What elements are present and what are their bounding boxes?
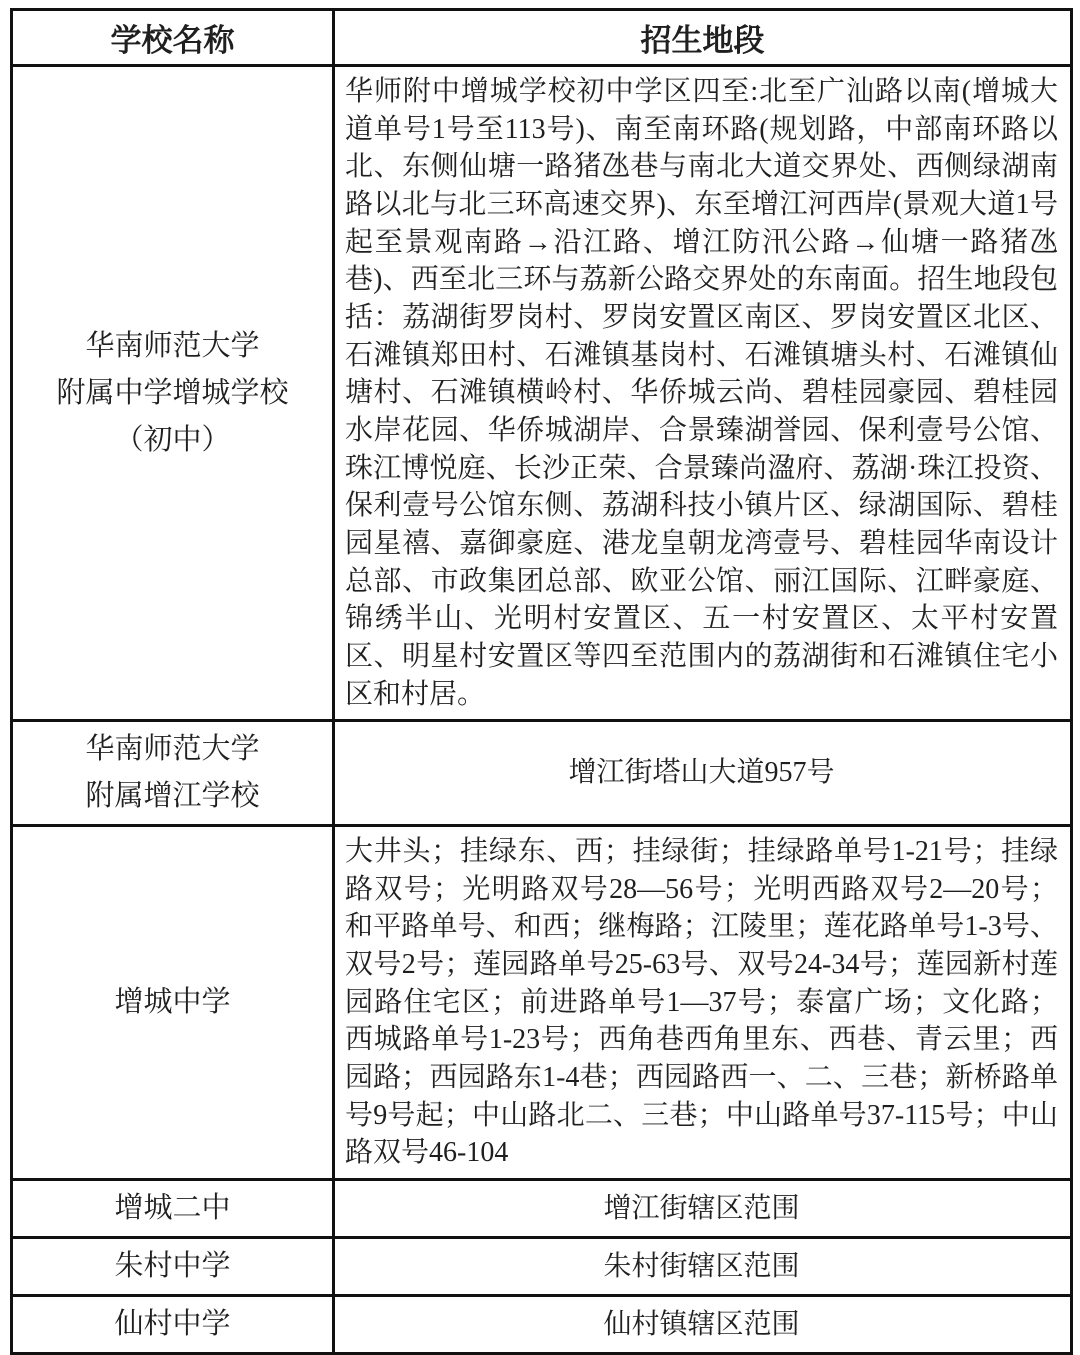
school-name-line: （初中） bbox=[114, 423, 231, 456]
header-school-name: 学校名称 bbox=[12, 10, 334, 66]
school-name-line: 增城二中 bbox=[114, 1192, 231, 1224]
district-cell: 增江街塔山大道957号 bbox=[334, 721, 1072, 826]
school-name-cell bbox=[12, 1237, 334, 1295]
school-name-line: 附属增江学校 bbox=[85, 780, 260, 813]
school-name-line: 增城中学 bbox=[114, 986, 231, 1019]
table-row bbox=[12, 721, 1072, 826]
table-row bbox=[12, 1180, 1072, 1238]
header-district: 招生地段 bbox=[334, 10, 1072, 66]
school-name-cell bbox=[12, 721, 334, 826]
school-name-line: 华南师范大学 bbox=[85, 733, 260, 766]
district-cell: 大井头；挂绿东、西；挂绿街；挂绿路单号1-21号；挂绿路双号；光明路双号28—56号；光明西路双号2—20号；和平路单号、和西；继梅路；江陵里；莲花路单号1-3号、双号2号；莲园路单号25-63号、双号24-34号；莲园新村莲园路住宅区；前进路单号1—37号；泰富广场；文化路；西城路单号1-23号；西角巷西角里东、西巷、青云里；西园路；西园路东1-4巷；西园路西一、二、三巷；新桥路单号9号起；中山路北二、三巷；中山路单号37-115号；中山路双号46-104 bbox=[334, 826, 1072, 1180]
table-row bbox=[12, 826, 1072, 1180]
district-cell: 朱村街辖区范围 bbox=[334, 1237, 1072, 1295]
table-row bbox=[12, 1237, 1072, 1295]
school-name-cell bbox=[12, 66, 334, 721]
table-row bbox=[12, 66, 1072, 721]
school-name-line: 华南师范大学 bbox=[85, 329, 260, 362]
table-header-row bbox=[12, 10, 1072, 66]
school-name-line: 朱村中学 bbox=[114, 1249, 231, 1282]
school-name-cell bbox=[12, 1180, 334, 1238]
school-name-cell bbox=[12, 1295, 334, 1353]
district-cell: 增江街辖区范围 bbox=[334, 1180, 1072, 1238]
enrollment-table bbox=[10, 8, 1073, 1355]
district-cell: 华师附中增城学校初中学区四至:北至广汕路以南(增城大道单号1号至113号)、南至南环路(规划路，中部南环路以北、东侧仙塘一路猪氹巷与南北大道交界处、西侧绿湖南路以北与北三环高速交界)、东至增江河西岸(景观大道1号起至景观南路→沿江路、增江防汛公路→仙塘一路猪氹巷)、西至北三环与荔新公路交界处的东南面。招生地段包括：荔湖街罗岗村、罗岗安置区南区、罗岗安置区北区、石滩镇郑田村、石滩镇基岗村、石滩镇塘头村、石滩镇仙塘村、石滩镇横岭村、华侨城云尚、碧桂园豪园、碧桂园水岸花园、华侨城湖岸、合景臻湖誉园、保利壹号公馆、珠江博悦庭、长沙正荣、合景臻尚溋府、荔湖·珠江投资、保利壹号公馆东侧、荔湖科技小镇片区、绿湖国际、碧桂园星禧、嘉御豪庭、港龙皇朝龙湾壹号、碧桂园华南设计总部、市政集团总部、欧亚公馆、丽江国际、江畔豪庭、锦绣半山、光明村安置区、五一村安置区、太平村安置区、明星村安置区等四至范围内的荔湖街和石滩镇住宅小区和村居。 bbox=[334, 66, 1072, 721]
table-row bbox=[12, 1295, 1072, 1353]
district-cell: 仙村镇辖区范围 bbox=[334, 1295, 1072, 1353]
school-name-line: 附属中学增城学校 bbox=[56, 376, 289, 409]
school-name-line: 仙村中学 bbox=[114, 1307, 231, 1340]
school-name-cell bbox=[12, 826, 334, 1180]
